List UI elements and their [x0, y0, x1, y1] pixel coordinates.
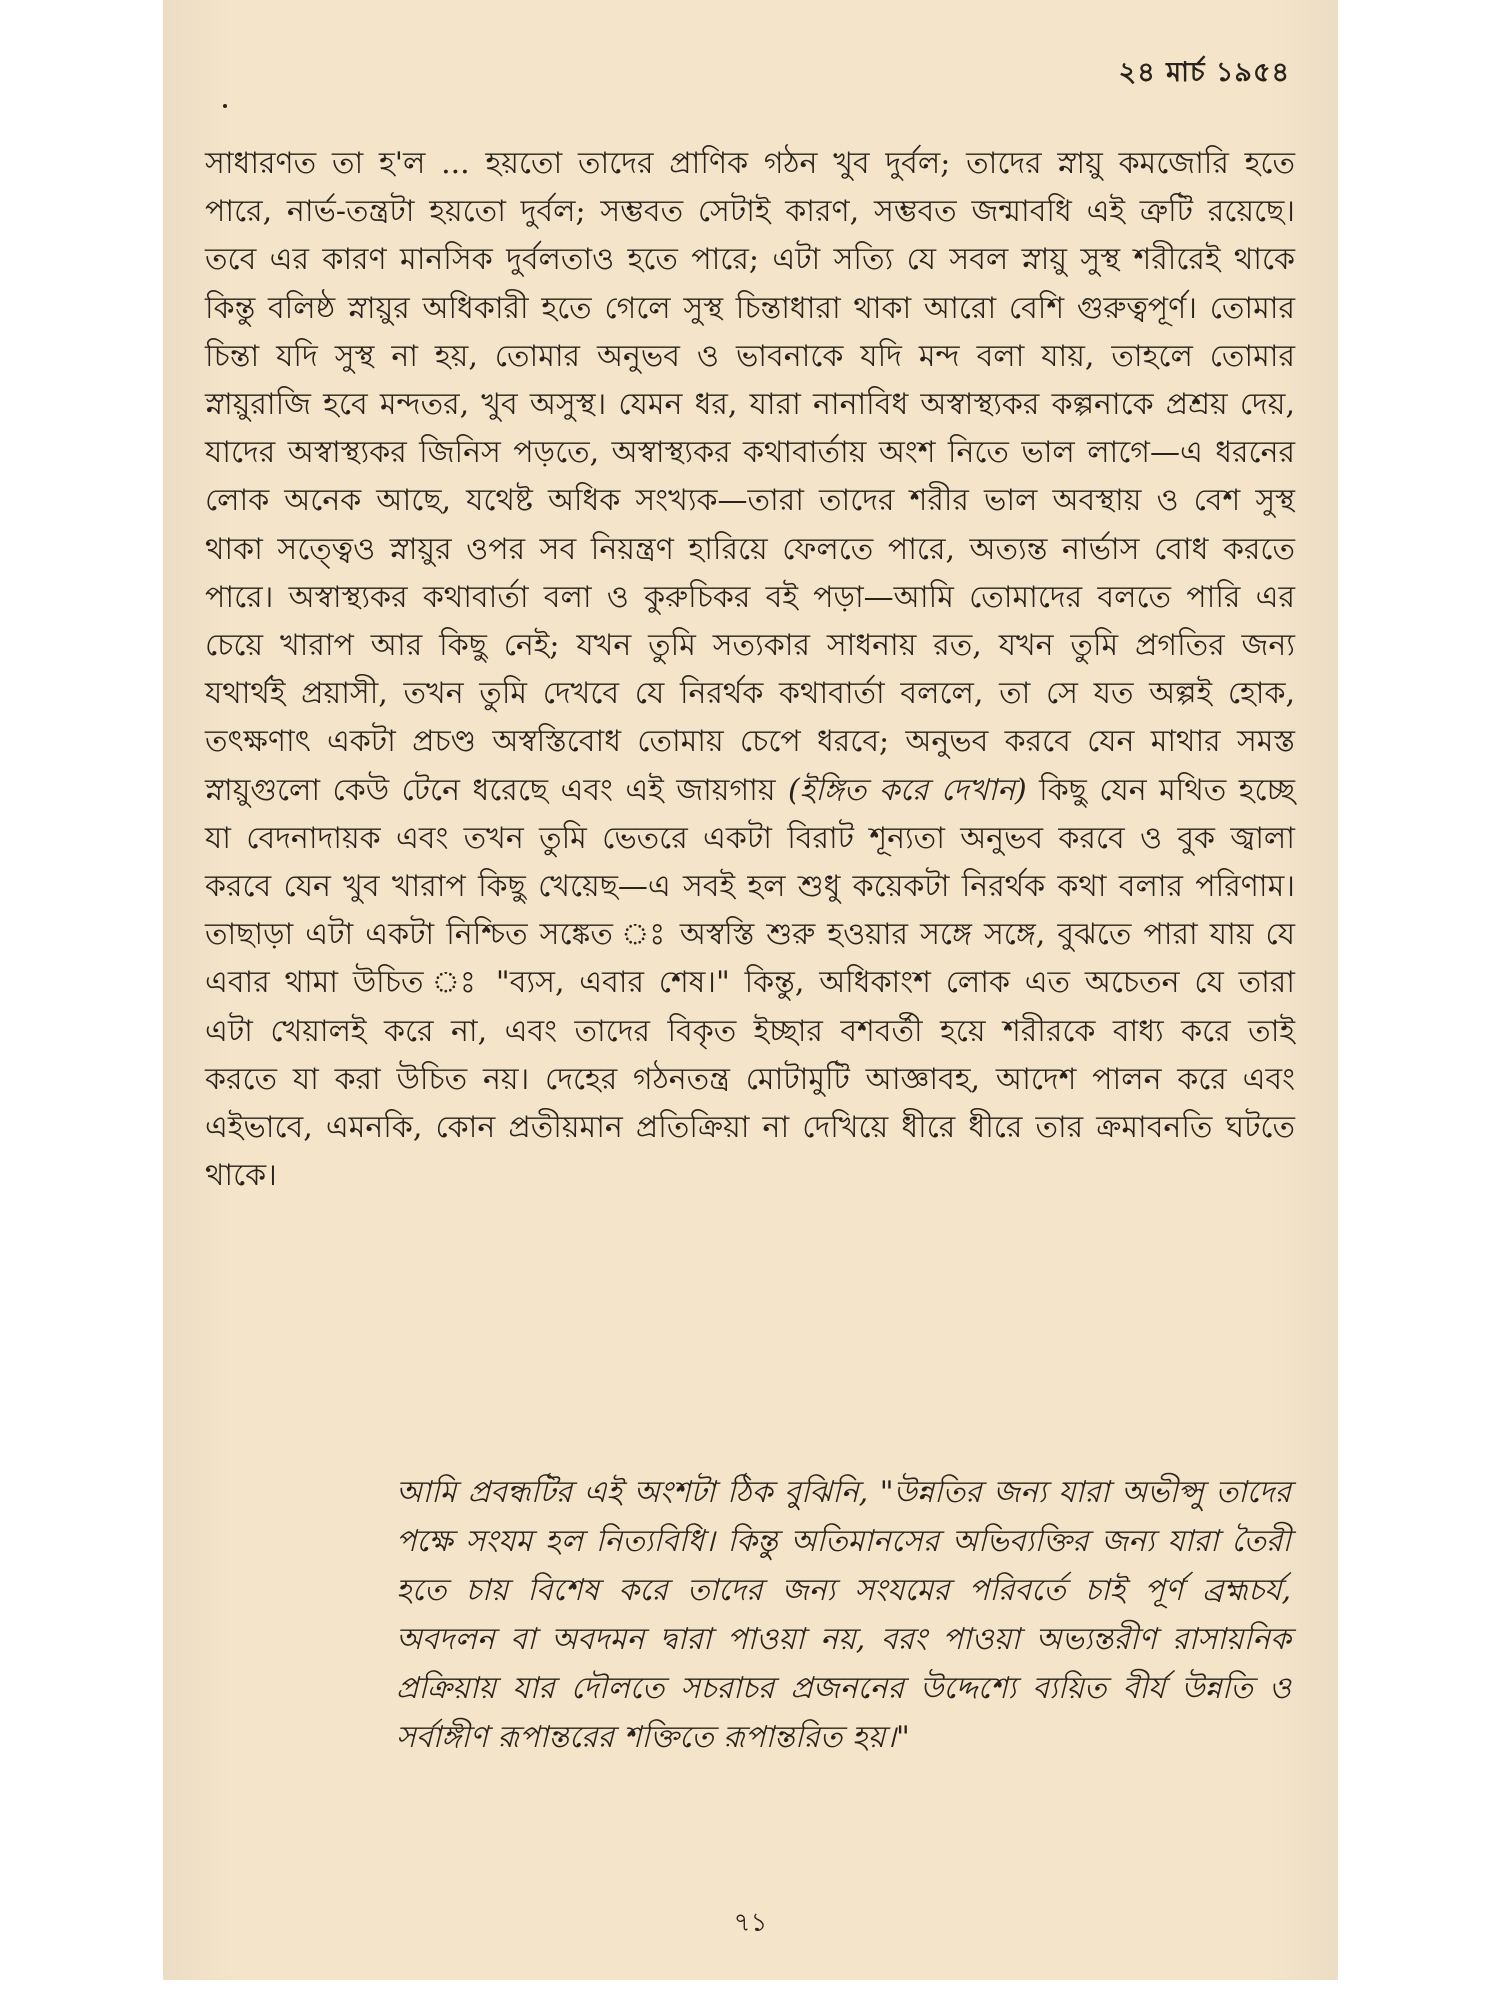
body-text-after-emphasis: কিছু যেন মথিত হচ্ছে যা বেদনাদায়ক এবং তখন তুমি ভেতরে একটা বিরাট শূন্যতা অনুভব করবে ও বুক জ্বালা করবে যেন খুব খারাপ কিছু খেয়েছ—এ সবই হল শুধু কয়েকটা নিরর্থক কথা বলার পরিণাম। তাছাড়া এটা একটা নিশ্চিত সঙ্কেত ঃ অস্বস্তি শুরু হওয়ার সঙ্গে সঙ্গে, বুঝতে পারা যায় যে এবার থামা উচিত ঃ "ব্যস, এবার শেষ।" কিন্তু, অধিকাংশ লোক এত অচেতন যে তারা এটা খেয়ালই করে না, এবং তাদের বিকৃত ইচ্ছার বশবর্তী হয়ে শরীরকে বাধ্য করে তাই করতে যা করা উচিত নয়। দেহের গঠনতন্ত্র মোটামুটি আজ্ঞাবহ, আদেশ পালন করে এবং এইভাবে, এমনকি, কোন প্রতীয়মান প্রতিক্রিয়া না দেখিয়ে ধীরে ধীরে তার ক্রমাবনতি ঘটতে থাকে।	[205, 772, 1295, 1194]
page-number: ৭১	[733, 1908, 768, 1938]
stage-direction-italic: (ইঙ্গিত করে দেখান)	[787, 772, 1027, 808]
stray-dot-mark	[223, 104, 227, 108]
body-text-before-emphasis: সাধারণত তা হ'ল ... হয়তো তাদের প্রাণিক গঠন খুব দুর্বল; তাদের স্নায়ু কমজোরি হতে পারে, নার্ভ-তন্ত্রটা হয়তো দুর্বল; সম্ভবত সেটাই কারণ, সম্ভবত জন্মাবধি এই ত্রুটি রয়েছে। তবে এর কারণ মানসিক দুর্বলতাও হতে পারে; এটা সত্যি যে সবল স্নায়ু সুস্থ শরীরেই থাকে কিন্তু বলিষ্ঠ স্নায়ুর অধিকারী হতে গেলে সুস্থ চিন্তাধারা থাকা আরো বেশি গুরুত্বপূর্ণ। তোমার চিন্তা যদি সুস্থ না হয়, তোমার অনুভব ও ভাবনাকে যদি মন্দ বলা যায়, তাহলে তোমার স্নায়ুরাজি হবে মন্দতর, খুব অসুস্থ। যেমন ধর, যারা নানাবিধ অস্বাস্থ্যকর কল্পনাকে প্রশ্রয় দেয়, যাদের অস্বাস্থ্যকর জিনিস পড়তে, অস্বাস্থ্যকর কথাবার্তায় অংশ নিতে ভাল লাগে—এ ধরনের লোক অনেক আছে, যথেষ্ট অধিক সংখ্যক—তারা তাদের শরীর ভাল অবস্থায় ও বেশ সুস্থ থাকা সত্ত্বেও স্নায়ুর ওপর সব নিয়ন্ত্রণ হারিয়ে ফেলতে পারে, অত্যন্ত নার্ভাস বোধ করতে পারে। অস্বাস্থ্যকর কথাবার্তা বলা ও কুরুচিকর বই পড়া—আমি তোমাদের বলতে পারি এর চেয়ে খারাপ আর কিছু নেই; যখন তুমি সত্যকার সাধনায় রত, যখন তুমি প্রগতির জন্য যথার্থই প্রয়াসী, তখন তুমি দেখবে যে নিরর্থক কথাবার্তা বললে, তা সে যত অল্পই হোক, তৎক্ষণাৎ একটা প্রচণ্ড অস্বস্তিবোধ তোমায় চেপে ধরবে; অনুভব করবে যেন মাথার সমস্ত স্নায়ুগুলো কেউ টেনে ধরেছে এবং এই জায়গায়	[205, 146, 1295, 808]
running-head-date: ২৪ মার্চ ১৯৫৪	[1118, 57, 1290, 88]
book-page	[163, 0, 1338, 1980]
question-quote-block: আমি প্রবন্ধটির এই অংশটা ঠিক বুঝিনি, "উন্নতির জন্য যারা অভীপ্সু তাদের পক্ষে সংযম হল নিত্যবিধি। কিন্তু অতিমানসের অভিব্যক্তির জন্য যারা তৈরী হতে চায় বিশেষ করে তাদের জন্য সংযমের পরিবর্তে চাই পূর্ণ ব্রহ্মচর্য, অবদলন বা অবদমন দ্বারা পাওয়া নয়, বরং পাওয়া অভ্যন্তরীণ রাসায়নিক প্রক্রিয়ায় যার দৌলতে সচরাচর প্রজননের উদ্দেশ্যে ব্যয়িত বীর্য উন্নতি ও সর্বাঙ্গীণ রূপান্তরের শক্তিতে রূপান্তরিত হয়।"	[396, 1475, 1291, 1755]
body-paragraph	[205, 140, 1295, 1200]
